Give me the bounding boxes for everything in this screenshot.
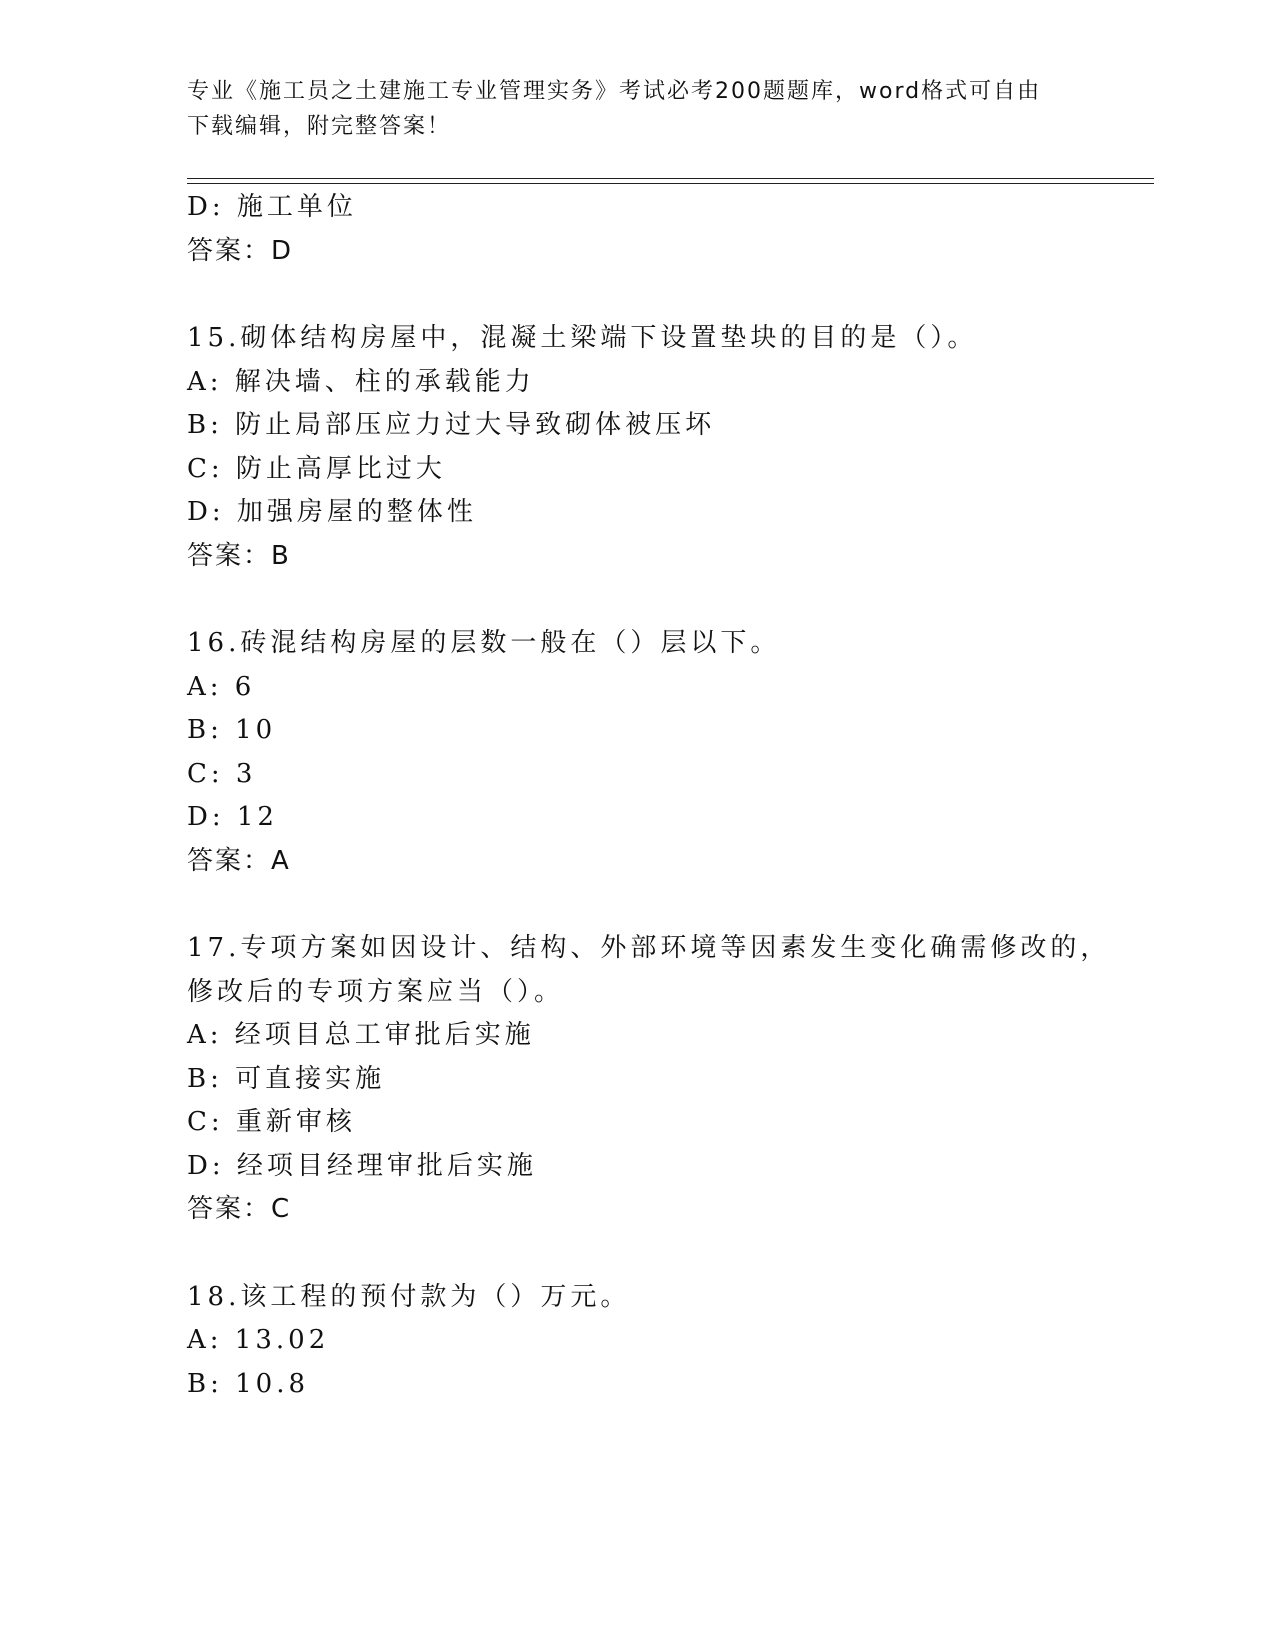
q17-question-line-2: 修改后的专项方案应当（）。 bbox=[187, 977, 565, 1007]
q18-question: 18.该工程的预付款为（）万元。 bbox=[187, 1282, 631, 1312]
header-title-line-1: 专业《施工员之土建施工专业管理实务》考试必考200题题库，word格式可自由 bbox=[187, 79, 1042, 104]
q16-option-d: D: 12 bbox=[187, 802, 278, 832]
document-header bbox=[187, 74, 1087, 144]
q15-option-c: C: 防止高厚比过大 bbox=[187, 454, 446, 484]
q17-option-c: C: 重新审核 bbox=[187, 1107, 356, 1137]
q17-option-d: D: 经项目经理审批后实施 bbox=[187, 1151, 537, 1181]
q15-option-b: B: 防止局部压应力过大导致砌体被压坏 bbox=[187, 410, 716, 440]
header-divider-bottom bbox=[187, 183, 1154, 184]
header-title-line-2: 下载编辑，附完整答案！ bbox=[187, 114, 452, 139]
q17-option-b: B: 可直接实施 bbox=[187, 1064, 386, 1094]
q17-question-line-1: 17.专项方案如因设计、结构、外部环境等因素发生变化确需修改的， bbox=[187, 933, 1111, 963]
q14-option-d: D: 施工单位 bbox=[187, 192, 357, 222]
q15-option-a: A: 解决墙、柱的承载能力 bbox=[187, 367, 535, 397]
q14-answer: 答案：D bbox=[187, 236, 294, 266]
q17-option-a: A: 经项目总工审批后实施 bbox=[187, 1020, 535, 1050]
q17-answer: 答案：C bbox=[187, 1194, 292, 1224]
q16-answer: 答案：A bbox=[187, 846, 291, 876]
q15-option-d: D: 加强房屋的整体性 bbox=[187, 497, 477, 527]
q18-option-a: A: 13.02 bbox=[187, 1325, 330, 1355]
q18-option-b: B: 10.8 bbox=[187, 1369, 310, 1399]
header-divider-top bbox=[187, 178, 1154, 179]
q16-option-b: B: 10 bbox=[187, 715, 277, 745]
q15-answer: 答案：B bbox=[187, 541, 291, 571]
q16-option-c: C: 3 bbox=[187, 759, 257, 789]
q15-question: 15.砌体结构房屋中，混凝土梁端下设置垫块的目的是（）。 bbox=[187, 323, 978, 353]
q16-question: 16.砖混结构房屋的层数一般在（）层以下。 bbox=[187, 628, 781, 658]
q16-option-a: A: 6 bbox=[187, 672, 256, 702]
